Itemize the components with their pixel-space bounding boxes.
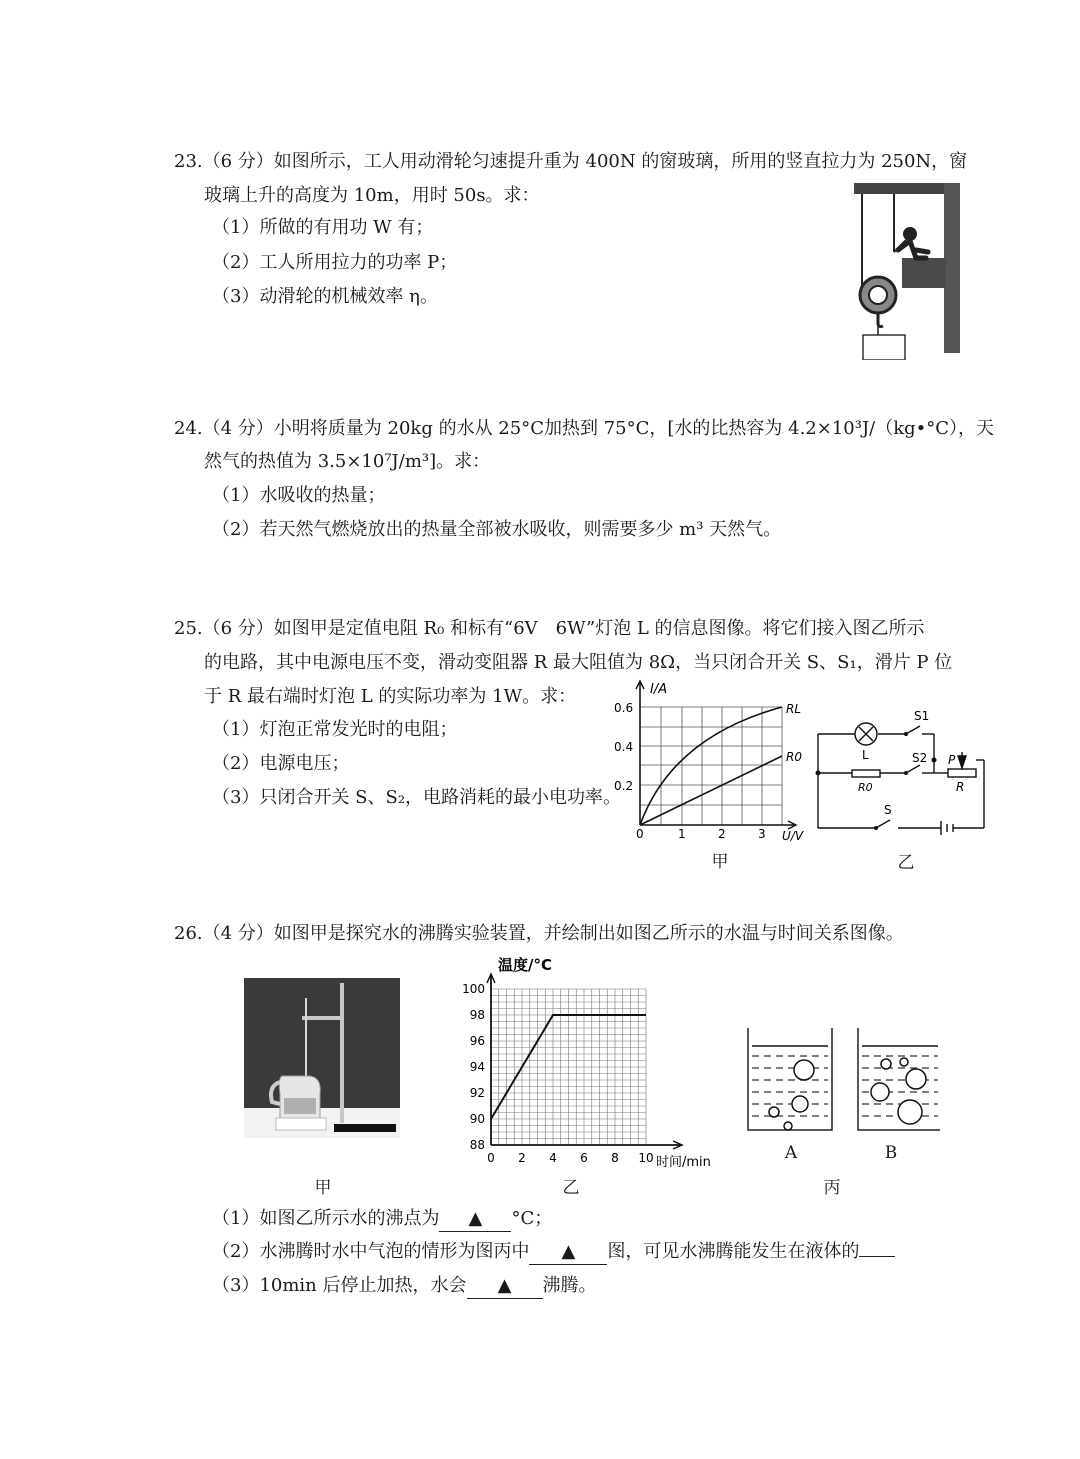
chart-xlabel: 时间/min: [656, 1155, 711, 1170]
iu-xtick: 1: [678, 827, 686, 841]
iu-ytick: 0.2: [614, 779, 634, 793]
curve-r0-label: R0: [786, 750, 802, 764]
q24-line2: 然气的热值为 3.5×10⁷J/m³]。求：: [204, 451, 491, 472]
q24-sub1: （1）水吸收的热量；: [212, 485, 386, 506]
iu-xlabel: U/V: [782, 829, 804, 843]
answer-blank-bubble-figure[interactable]: ▲: [529, 1240, 607, 1265]
y-tick-label: 94: [469, 1060, 485, 1074]
q25-line1: 25.（6 分）如图甲是定值电阻 R₀ 和标有“6V 6W”灯泡 L 的信息图像。将它们接入图乙所示: [174, 618, 925, 639]
q23-line1: 23.（6 分）如图所示，工人用动滑轮匀速提升重为 400N 的窗玻璃，所用的竖直拉力为 250N，窗: [174, 151, 968, 172]
iu-ytick: 0.6: [614, 701, 634, 715]
curve-rl-label: RL: [786, 702, 802, 716]
q23-sub3: （3）动滑轮的机械效率 η。: [212, 286, 438, 307]
y-tick-label: 90: [469, 1112, 485, 1126]
q26-sub2: [212, 1240, 895, 1265]
q26-sub1-unit: °C；: [511, 1208, 553, 1229]
beaker-a-label: A: [784, 1143, 798, 1163]
x-tick-label: 8: [611, 1151, 619, 1165]
y-tick-label: 96: [469, 1034, 485, 1048]
q23-sub2: （2）工人所用拉力的功率 P；: [212, 252, 458, 273]
q23-sub1: （1）所做的有用功 W 有；: [212, 217, 434, 238]
temperature-time-chart: [458, 952, 730, 1172]
q25-sub2: （2）电源电压；: [212, 753, 350, 774]
answer-blank-continue-boiling[interactable]: ▲: [467, 1274, 543, 1299]
boiling-apparatus-photo: [244, 978, 400, 1138]
x-tick-label: 6: [580, 1151, 588, 1165]
s2-label: S2: [912, 751, 928, 765]
q23-line2: 玻璃上升的高度为 10m，用时 50s。求：: [204, 185, 540, 206]
q26-sub3-text: （3）10min 后停止加热，水会: [212, 1275, 467, 1296]
q26-sub3-text-end: 沸腾。: [542, 1275, 597, 1296]
q25-line3: 于 R 最右端时灯泡 L 的实际功率为 1W。求：: [204, 686, 577, 707]
iu-xtick: 3: [758, 827, 766, 841]
iu-ylabel: I/A: [650, 682, 668, 697]
q26-sub3: [212, 1274, 597, 1299]
r-label: R: [956, 780, 965, 794]
s-label: S: [884, 803, 892, 817]
q25-line2: 的电路，其中电源电压不变，滑动变阻器 R 最大阻值为 8Ω，当只闭合开关 S、S₁，滑片 P 位: [204, 652, 953, 673]
s1-label: S1: [914, 709, 930, 723]
beaker-b-label: B: [884, 1143, 898, 1163]
q26-fig-yi-caption: 乙: [562, 1178, 580, 1198]
q25-sub1: （1）灯泡正常发光时的电阻；: [212, 719, 458, 740]
q26-line1: 26.（4 分）如图甲是探究水的沸腾实验装置，并绘制出如图乙所示的水温与时间关系图像。: [174, 923, 904, 944]
q24-line1: 24.（4 分）小明将质量为 20kg 的水从 25°C加热到 75°C，[水的比热容为 4.2×10³J/（kg•°C），天: [174, 418, 995, 439]
iu-xtick: 0: [636, 827, 644, 841]
y-tick-label: 88: [469, 1138, 485, 1152]
q26-fig-jia-caption: 甲: [314, 1178, 332, 1198]
iu-ytick: 0.4: [614, 740, 634, 754]
lamp-label: L: [862, 748, 869, 762]
q26-sub2-text-end: 图，可见水沸腾能发生在液体的: [607, 1241, 860, 1262]
q26-fig-bing-caption: 丙: [823, 1178, 841, 1198]
pulley-figure: [850, 180, 970, 360]
circuit-diagram: [808, 700, 993, 835]
iu-graph: [612, 675, 812, 845]
x-tick-label: 2: [518, 1151, 526, 1165]
p-label: P: [948, 753, 956, 767]
q26-sub1-text: （1）如图乙所示水的沸点为: [212, 1208, 440, 1229]
y-tick-label: 98: [469, 1008, 485, 1022]
q26-sub2-text: （2）水沸腾时水中气泡的情形为图丙中: [212, 1241, 530, 1262]
q25-sub3: （3）只闭合开关 S、S₂，电路消耗的最小电功率。: [212, 787, 622, 808]
q25-fig-yi-caption: 乙: [897, 853, 915, 873]
chart-ylabel: 温度/°C: [498, 956, 552, 974]
q25-fig-jia-caption: 甲: [711, 852, 729, 872]
y-tick-label: 92: [469, 1086, 485, 1100]
answer-blank-location[interactable]: [859, 1256, 895, 1257]
q24-sub2: （2）若天然气燃烧放出的热量全部被水吸收，则需要多少 m³ 天然气。: [212, 519, 782, 540]
answer-blank-boiling-point[interactable]: ▲: [439, 1207, 511, 1232]
q26-sub1: [212, 1207, 552, 1232]
x-tick-label: 4: [549, 1151, 557, 1165]
x-tick-label: 10: [638, 1151, 654, 1165]
r0-label: R0: [858, 781, 873, 794]
x-tick-label: 0: [487, 1151, 495, 1165]
y-tick-label: 100: [462, 982, 485, 996]
beakers-figure: [740, 1024, 940, 1136]
iu-xtick: 2: [718, 827, 726, 841]
